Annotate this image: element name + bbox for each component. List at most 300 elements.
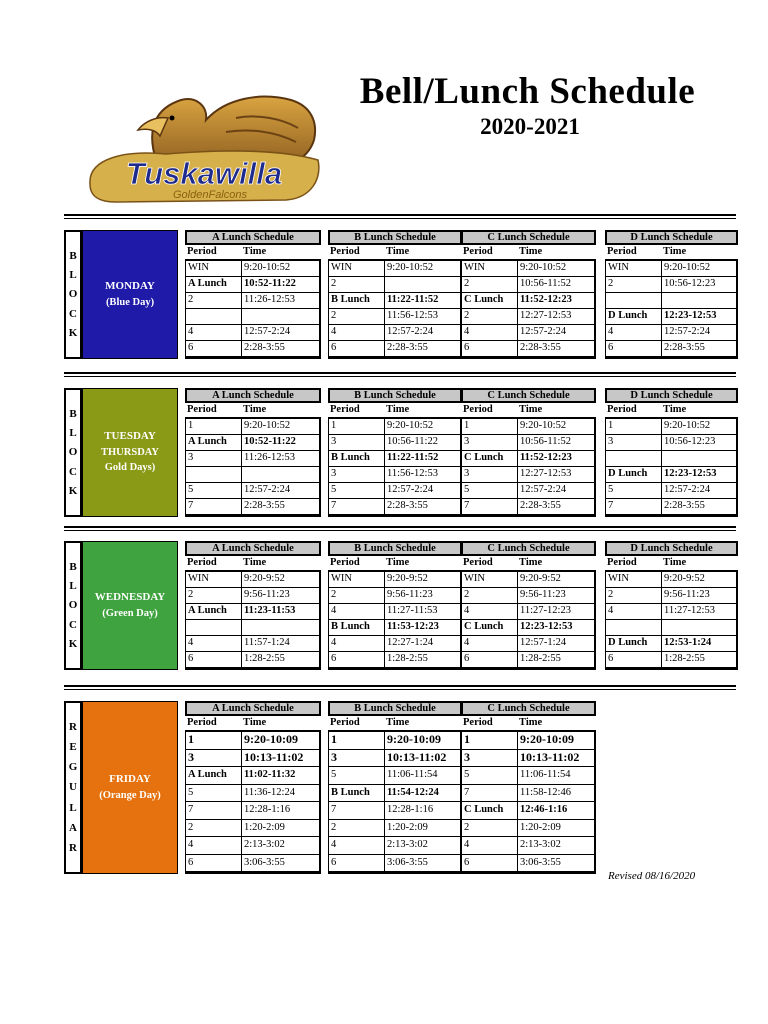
schedule-row <box>329 820 460 838</box>
time-header: Time <box>519 246 543 257</box>
period-cell: B Lunch <box>329 785 385 802</box>
period-cell <box>606 293 662 308</box>
time-cell <box>662 620 736 635</box>
schedule-type-letter: L <box>69 269 77 282</box>
period-cell: WIN <box>186 261 242 276</box>
period-cell: D Lunch <box>606 636 662 651</box>
period-cell: 3 <box>462 435 518 450</box>
schedule-row <box>329 293 460 309</box>
lunch-schedule-title: C Lunch Schedule <box>461 388 596 403</box>
time-cell: 11:02-11:32 <box>244 769 296 780</box>
schedule-row <box>606 499 736 515</box>
period-header: Period <box>607 557 637 568</box>
period-cell: C Lunch <box>462 802 518 819</box>
period-cell: WIN <box>329 572 385 587</box>
time-cell: 12:57-2:24 <box>520 484 567 495</box>
period-cell: 3 <box>186 451 242 466</box>
schedule-row <box>606 325 736 341</box>
schedule-type-letter: L <box>69 580 77 593</box>
period-cell: 2 <box>462 309 518 324</box>
schedule-row <box>186 277 319 293</box>
time-cell <box>242 620 319 635</box>
lunch-schedule-title: B Lunch Schedule <box>328 541 462 556</box>
schedule-type-letter: B <box>69 249 77 262</box>
time-cell: 11:53-12:23 <box>387 621 439 632</box>
lunch-schedule-title: A Lunch Schedule <box>185 230 321 245</box>
period-cell: 3 <box>329 435 385 450</box>
lunch-schedule-table <box>605 230 738 359</box>
lunch-schedule-table <box>185 541 321 670</box>
schedule-type-letter: B <box>69 407 77 420</box>
schedule-row <box>329 767 460 785</box>
lunch-schedule-table <box>185 388 321 517</box>
time-cell: 10:56-11:52 <box>520 436 571 447</box>
schedule-row <box>329 499 460 515</box>
schedule-row <box>462 309 594 325</box>
schedule-row <box>462 588 594 604</box>
time-cell: 2:28-3:55 <box>520 342 561 353</box>
time-cell: 11:27-12:23 <box>520 605 571 616</box>
schedule-row <box>186 785 319 803</box>
time-cell: 12:57-2:24 <box>520 326 567 337</box>
schedule-row <box>329 309 460 325</box>
time-cell: 2:13-3:02 <box>520 839 561 850</box>
schedule-row <box>462 451 594 467</box>
schedule-row <box>462 325 594 341</box>
period-cell: 4 <box>329 604 385 619</box>
time-cell: 12:53-1:24 <box>664 637 712 648</box>
period-cell: WIN <box>606 261 662 276</box>
period-cell: WIN <box>462 261 518 276</box>
schedule-row <box>606 620 736 636</box>
schedule-row <box>329 435 460 451</box>
lunch-schedule-title: B Lunch Schedule <box>328 701 462 716</box>
period-cell: WIN <box>329 261 385 276</box>
schedule-row <box>462 732 594 750</box>
schedule-row <box>186 309 319 325</box>
day-label-line: TUESDAY <box>104 430 156 443</box>
schedule-row <box>329 802 460 820</box>
period-cell: WIN <box>186 572 242 587</box>
schedule-row <box>329 341 460 357</box>
schedule-row <box>186 572 319 588</box>
schedule-row <box>329 588 460 604</box>
period-cell <box>606 620 662 635</box>
time-cell: 11:56-12:53 <box>387 310 438 321</box>
time-header: Time <box>663 404 687 415</box>
time-cell: 11:06-11:54 <box>387 769 438 780</box>
period-cell: 6 <box>606 341 662 356</box>
time-cell: 10:13-11:02 <box>244 749 304 764</box>
day-label-box <box>82 541 178 670</box>
schedule-row <box>186 837 319 855</box>
schedule-row <box>186 652 319 668</box>
period-cell: 7 <box>606 499 662 514</box>
period-cell: A Lunch <box>186 604 242 619</box>
column-headers <box>185 403 321 417</box>
schedule-row <box>462 419 594 435</box>
time-cell: 9:20-10:52 <box>520 420 567 431</box>
time-cell: 9:20-9:52 <box>244 573 285 584</box>
time-cell: 3:06-3:55 <box>244 856 285 868</box>
lunch-schedule-table <box>605 541 738 670</box>
schedule-row <box>329 572 460 588</box>
schedule-row <box>606 261 736 277</box>
column-headers <box>605 245 738 259</box>
section-divider <box>64 214 736 219</box>
time-cell: 10:56-12:23 <box>664 278 716 289</box>
school-year: 2020-2021 <box>480 114 580 139</box>
schedule-rows <box>461 570 596 670</box>
logo-text: Tuskawilla <box>125 156 283 191</box>
schedule-row <box>329 261 460 277</box>
schedule-rows <box>185 417 321 517</box>
period-cell: 3 <box>186 750 242 767</box>
schedule-type-letter: L <box>69 427 77 440</box>
time-cell: 11:52-12:23 <box>520 294 572 305</box>
page-title: Bell/Lunch Schedule <box>359 71 696 112</box>
time-cell: 2:28-3:55 <box>244 342 285 353</box>
time-cell: 9:20-10:52 <box>387 262 434 273</box>
schedule-row <box>606 467 736 483</box>
period-cell: 4 <box>606 325 662 340</box>
period-cell: 2 <box>462 277 518 292</box>
period-cell: 4 <box>462 636 518 651</box>
day-label-box <box>82 388 178 517</box>
time-cell: 11:36-12:24 <box>244 786 295 798</box>
period-header: Period <box>187 557 217 568</box>
day-label-box <box>82 230 178 359</box>
schedule-type-letter: G <box>68 761 78 774</box>
period-cell: 7 <box>462 499 518 514</box>
schedule-row <box>462 293 594 309</box>
column-headers <box>328 716 462 730</box>
time-cell: 11:52-12:23 <box>520 452 572 463</box>
schedule-row <box>186 767 319 785</box>
column-headers <box>328 403 462 417</box>
time-cell: 12:57-2:24 <box>244 326 291 337</box>
time-header: Time <box>243 246 267 257</box>
time-cell: 9:20-10:09 <box>244 732 298 746</box>
schedule-row <box>462 802 594 820</box>
period-cell: 6 <box>186 341 242 356</box>
period-cell: D Lunch <box>606 309 662 324</box>
time-cell: 12:23-12:53 <box>664 310 717 321</box>
period-cell: 5 <box>329 483 385 498</box>
schedule-type-letter: K <box>68 327 78 340</box>
schedule-rows <box>461 417 596 517</box>
period-header: Period <box>330 246 360 257</box>
lunch-schedule-title: C Lunch Schedule <box>461 541 596 556</box>
period-cell: 1 <box>462 732 518 749</box>
time-cell: 9:20-10:52 <box>520 262 567 273</box>
schedule-row <box>462 341 594 357</box>
time-header: Time <box>243 557 267 568</box>
period-cell: 4 <box>329 636 385 651</box>
period-cell: 2 <box>329 309 385 324</box>
lunch-schedule-title: A Lunch Schedule <box>185 388 321 403</box>
time-cell: 2:28-3:55 <box>387 342 428 353</box>
column-headers <box>605 556 738 570</box>
time-header: Time <box>663 246 687 257</box>
schedule-rows <box>605 417 738 517</box>
time-cell: 12:57-2:24 <box>387 326 434 337</box>
lunch-schedule-title: A Lunch Schedule <box>185 541 321 556</box>
period-header: Period <box>463 404 493 415</box>
schedule-type-label <box>64 230 82 359</box>
schedule-row <box>606 588 736 604</box>
schedule-row <box>462 604 594 620</box>
schedule-rows <box>185 730 321 874</box>
period-cell: 4 <box>606 604 662 619</box>
period-cell: C Lunch <box>462 620 518 635</box>
time-cell: 9:56-11:23 <box>664 589 710 600</box>
time-cell: 9:20-10:09 <box>520 732 574 746</box>
schedule-type-letter: C <box>69 465 77 478</box>
time-cell: 10:52-11:22 <box>244 278 296 289</box>
period-header: Period <box>330 717 360 728</box>
time-cell <box>662 293 736 308</box>
schedule-rows <box>605 259 738 359</box>
lunch-schedule-table <box>328 541 462 670</box>
period-cell: 3 <box>462 750 518 767</box>
schedule-row <box>186 419 319 435</box>
period-header: Period <box>607 246 637 257</box>
schedule-row <box>462 483 594 499</box>
schedule-type-letter: U <box>69 781 77 794</box>
schedule-row <box>462 636 594 652</box>
schedule-row <box>186 325 319 341</box>
lunch-schedule-title: D Lunch Schedule <box>605 230 738 245</box>
column-headers <box>328 245 462 259</box>
schedule-row <box>186 732 319 750</box>
schedule-row <box>186 620 319 636</box>
period-cell: 7 <box>329 802 385 819</box>
schedule-type-letter: O <box>68 599 78 612</box>
period-cell: WIN <box>606 572 662 587</box>
period-cell: 2 <box>186 820 242 837</box>
period-header: Period <box>187 404 217 415</box>
column-headers <box>461 245 596 259</box>
period-cell: 3 <box>329 750 385 767</box>
time-cell <box>662 451 736 466</box>
schedule-row <box>462 785 594 803</box>
schedule-row <box>329 855 460 873</box>
time-cell: 2:28-3:55 <box>664 342 705 353</box>
schedule-row <box>329 620 460 636</box>
time-cell: 1:20-2:09 <box>387 821 428 833</box>
time-cell: 11:22-11:52 <box>387 294 439 305</box>
period-cell: 4 <box>462 604 518 619</box>
time-header: Time <box>519 717 543 728</box>
schedule-row <box>606 277 736 293</box>
time-cell: 2:28-3:55 <box>244 500 285 511</box>
period-cell: 7 <box>462 785 518 802</box>
schedule-row <box>186 855 319 873</box>
period-cell: 4 <box>186 325 242 340</box>
schedule-row <box>462 820 594 838</box>
schedule-row <box>462 652 594 668</box>
lunch-schedule-table <box>328 230 462 359</box>
time-cell: 2:13-3:02 <box>387 839 428 850</box>
period-header: Period <box>187 246 217 257</box>
time-cell: 12:23-12:53 <box>520 621 573 632</box>
schedule-row <box>606 341 736 357</box>
column-headers <box>461 556 596 570</box>
lunch-schedule-title: C Lunch Schedule <box>461 230 596 245</box>
lunch-schedule-table <box>328 701 462 874</box>
time-cell: 1:20-2:09 <box>244 821 285 833</box>
schedule-type-letter: O <box>68 446 78 459</box>
revised-date: Revised 08/16/2020 <box>608 870 696 882</box>
schedule-type-letter: R <box>69 841 77 854</box>
time-cell: 9:20-9:52 <box>520 573 561 584</box>
schedule-row <box>329 277 460 293</box>
time-cell: 1:28-2:55 <box>520 653 561 664</box>
period-header: Period <box>330 557 360 568</box>
period-cell: A Lunch <box>186 435 242 450</box>
time-cell: 12:57-1:24 <box>520 637 567 648</box>
schedule-row <box>462 767 594 785</box>
day-label-line: THURSDAY <box>101 447 159 459</box>
period-cell: 2 <box>329 820 385 837</box>
period-cell: 4 <box>186 837 242 854</box>
schedule-type-letter: C <box>69 307 77 320</box>
time-cell: 11:26-12:53 <box>244 294 295 305</box>
time-cell: 12:28-1:16 <box>387 804 434 815</box>
period-cell: 6 <box>606 652 662 667</box>
time-cell: 12:27-12:53 <box>520 310 572 321</box>
schedule-row <box>606 636 736 652</box>
period-cell: 5 <box>606 483 662 498</box>
schedule-type-letter: L <box>69 801 77 814</box>
schedule-row <box>186 820 319 838</box>
time-header: Time <box>663 557 687 568</box>
period-cell: 4 <box>462 837 518 854</box>
time-cell: 9:20-10:52 <box>664 262 711 273</box>
period-cell: 5 <box>186 785 242 802</box>
period-cell: WIN <box>462 572 518 587</box>
schedule-type-label <box>64 541 82 670</box>
lunch-schedule-title: D Lunch Schedule <box>605 388 738 403</box>
schedule-rows <box>461 730 596 874</box>
time-cell: 12:46-1:16 <box>520 804 568 815</box>
schedule-row <box>329 419 460 435</box>
period-cell <box>606 451 662 466</box>
schedule-row <box>462 572 594 588</box>
section-divider <box>64 685 736 690</box>
time-cell: 10:56-11:52 <box>520 278 571 289</box>
schedule-row <box>329 451 460 467</box>
schedule-type-letter: K <box>68 485 78 498</box>
time-cell: 2:28-3:55 <box>387 500 428 511</box>
period-cell: 5 <box>186 483 242 498</box>
time-cell: 1:20-2:09 <box>520 821 561 833</box>
period-cell: B Lunch <box>329 451 385 466</box>
schedule-row <box>329 604 460 620</box>
period-header: Period <box>463 717 493 728</box>
period-cell: 1 <box>329 419 385 434</box>
time-cell <box>242 309 319 324</box>
period-cell: 6 <box>462 652 518 667</box>
tuskawilla-falcon-logo <box>86 88 322 206</box>
time-cell: 9:20-10:52 <box>387 420 434 431</box>
period-cell: 6 <box>186 855 242 872</box>
period-cell <box>186 620 242 635</box>
schedule-row <box>329 467 460 483</box>
period-cell: 4 <box>462 325 518 340</box>
day-label-line: FRIDAY <box>109 772 151 785</box>
time-cell: 12:28-1:16 <box>244 804 291 815</box>
time-cell: 2:28-3:55 <box>520 500 561 511</box>
schedule-row <box>329 785 460 803</box>
period-cell: A Lunch <box>186 277 242 292</box>
time-cell: 9:20-10:52 <box>664 420 711 431</box>
day-label-line: (Green Day) <box>102 607 158 619</box>
period-header: Period <box>187 717 217 728</box>
schedule-row <box>462 277 594 293</box>
schedule-row <box>186 499 319 515</box>
period-cell: 6 <box>462 855 518 872</box>
period-cell: 1 <box>462 419 518 434</box>
column-headers <box>185 556 321 570</box>
day-label-box <box>82 701 178 874</box>
schedule-rows <box>328 570 462 670</box>
lunch-schedule-table <box>461 541 596 670</box>
period-cell: 2 <box>606 588 662 603</box>
period-cell: 5 <box>462 767 518 784</box>
schedule-row <box>606 652 736 668</box>
schedule-row <box>186 467 319 483</box>
schedule-row <box>329 750 460 768</box>
time-cell: 12:23-12:53 <box>664 468 717 479</box>
period-cell: 1 <box>329 732 385 749</box>
period-cell: C Lunch <box>462 451 518 466</box>
time-cell: 3:06-3:55 <box>387 856 428 868</box>
schedule-row <box>462 467 594 483</box>
column-headers <box>461 403 596 417</box>
time-header: Time <box>386 404 410 415</box>
schedule-row <box>186 483 319 499</box>
period-cell: 2 <box>186 293 242 308</box>
time-header: Time <box>386 557 410 568</box>
schedule-row <box>186 588 319 604</box>
time-cell <box>385 277 460 292</box>
lunch-schedule-table <box>461 230 596 359</box>
schedule-row <box>329 732 460 750</box>
time-cell: 12:57-2:24 <box>664 484 711 495</box>
schedule-row <box>186 636 319 652</box>
period-cell: 2 <box>462 820 518 837</box>
schedule-row <box>462 620 594 636</box>
period-cell: C Lunch <box>462 293 518 308</box>
time-header: Time <box>386 717 410 728</box>
column-headers <box>328 556 462 570</box>
schedule-row <box>329 483 460 499</box>
schedule-row <box>186 451 319 467</box>
period-cell: 6 <box>462 341 518 356</box>
schedule-rows <box>461 259 596 359</box>
schedule-row <box>606 293 736 309</box>
period-cell: 1 <box>606 419 662 434</box>
lunch-schedule-table <box>461 701 596 874</box>
schedule-type-label <box>64 701 82 874</box>
period-cell: 2 <box>606 277 662 292</box>
time-cell: 9:20-10:52 <box>244 262 291 273</box>
schedule-row <box>606 419 736 435</box>
schedule-row <box>186 802 319 820</box>
time-cell: 10:56-12:23 <box>664 436 716 447</box>
